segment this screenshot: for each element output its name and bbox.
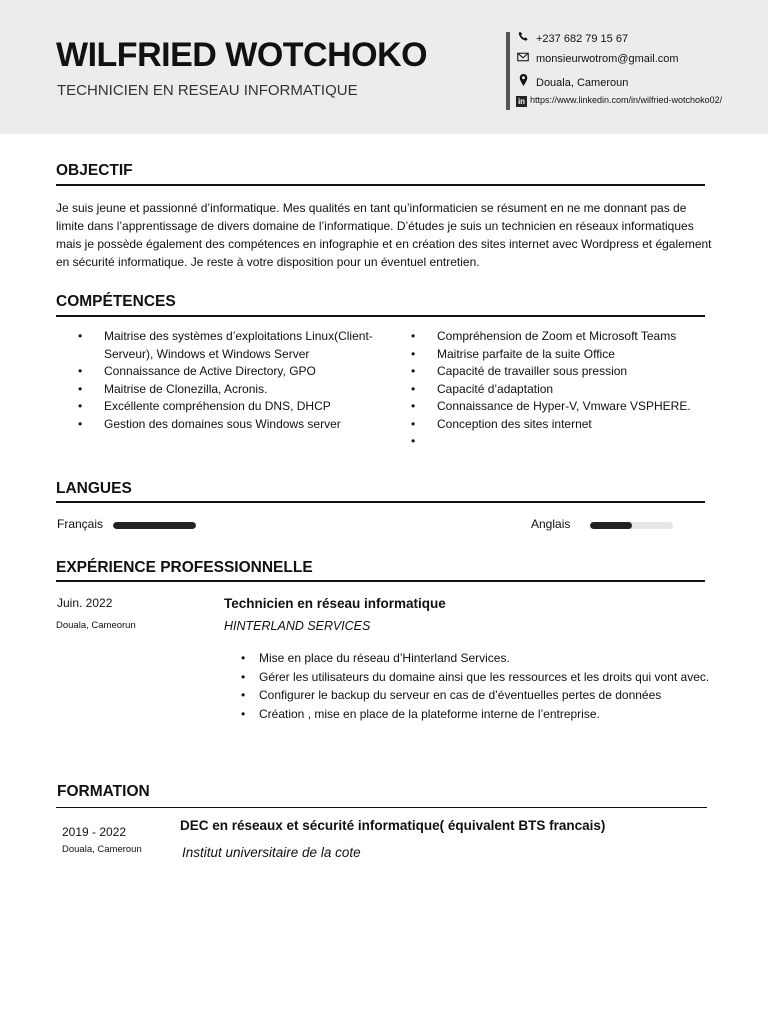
job-title: TECHNICIEN EN RESEAU INFORMATIQUE [57, 82, 358, 99]
experience-date: Juin. 2022 [57, 596, 113, 610]
section-rule [56, 315, 705, 317]
contact-divider [506, 32, 510, 110]
skill-item: • Compréhension de Zoom et Microsoft Teams [411, 329, 677, 343]
language-level-fill [590, 522, 632, 529]
contact-email[interactable] [516, 52, 679, 65]
email-address: monsieurwotrom@gmail.com [536, 53, 679, 65]
phone-icon [516, 31, 530, 45]
skill-item: • Maitrise parfaite de la suite Office [411, 346, 615, 361]
experience-role: Technicien en réseau informatique [224, 596, 446, 611]
skill-item: • Maitrise des systèmes d’exploitations Linux(Client-Serveur), Windows et Windows Server [78, 329, 373, 361]
skill-item: • Conception des sites internet [411, 416, 592, 431]
section-title-languages: LANGUES [56, 480, 132, 497]
contact-location [516, 74, 628, 89]
section-rule [56, 807, 707, 808]
header [0, 0, 768, 134]
section-title-education: FORMATION [57, 783, 150, 800]
task-item: • Mise en place du réseau d’Hinterland Services. [241, 651, 510, 665]
skill-item: • [411, 434, 416, 448]
candidate-name: WILFRIED WOTCHOKO [56, 36, 428, 74]
phone-number: +237 682 79 15 67 [536, 33, 629, 45]
experience-tasks [241, 649, 711, 723]
task-item: • Création , mise en place de la plateforme interne de l’entreprise. [241, 706, 600, 721]
section-rule [56, 501, 705, 503]
section-title-skills: COMPÉTENCES [56, 293, 176, 310]
education-location: Douala, Cameroun [62, 844, 142, 855]
skill-item: • Maitrise de Clonezilla, Acronis. [78, 381, 268, 396]
section-title-objective: OBJECTIF [56, 162, 133, 179]
skill-item: • Capacité d’adaptation [411, 381, 554, 396]
language-name: Anglais [531, 517, 571, 531]
experience-company: HINTERLAND SERVICES [224, 619, 371, 633]
language-level-bar [590, 522, 673, 529]
section-rule [56, 184, 705, 186]
linkedin-url[interactable]: https://www.linkedin.com/in/wilfried-wotchoko02/ [530, 95, 723, 105]
skill-item: • Connaissance de Active Directory, GPO [78, 364, 316, 378]
section-title-experience: EXPÉRIENCE PROFESSIONNELLE [56, 559, 313, 576]
task-item: • Configurer le backup du serveur en cas de d’éventuelles pertes de données [241, 688, 662, 702]
objective-text: Je suis jeune et passionné d’informatique. Mes qualités en tant qu’informaticien se résument en ne me donnant pas de limite dans l’apprentissage de divers domaine de l’informatique. D’études je suis un technicien en réseaux informatiques mais je possède également des compétences en infographie et en création des sites internet avec Wordpress et également en sécurité informatique. Je reste à votre disposition pour un éventuel entretien. [56, 201, 712, 269]
contact-phone[interactable] [516, 31, 628, 45]
skill-item: • Excéllente compréhension du DNS, DHCP [78, 399, 331, 413]
linkedin-icon: in [517, 97, 526, 106]
education-degree: DEC en réseaux et sécurité informatique( équivalent BTS francais) [180, 818, 606, 833]
contact-linkedin[interactable] [516, 95, 722, 107]
language-level-fill [113, 522, 196, 529]
skill-item: • Capacité de travailler sous pression [411, 364, 628, 378]
education-school: Institut universitaire de la cote [182, 845, 361, 860]
skill-item: • Gestion des domaines sous Windows server [78, 416, 341, 431]
skills-list-left [78, 328, 378, 433]
section-rule [56, 580, 705, 582]
task-item: • Gérer les utilisateurs du domaine ainsi que les ressources et les droits qui vont avec. [241, 669, 710, 684]
education-date: 2019 - 2022 [62, 825, 127, 839]
experience-location: Douala, Cameorun [56, 620, 136, 631]
envelope-icon [516, 52, 530, 65]
skills-list-right [411, 328, 711, 451]
language-level-bar [113, 522, 196, 529]
map-pin-icon [516, 74, 530, 89]
skill-item: • Connaissance de Hyper-V, Vmware VSPHERE. [411, 399, 691, 413]
location-text: Douala, Cameroun [536, 77, 629, 89]
language-name: Français [57, 517, 104, 531]
